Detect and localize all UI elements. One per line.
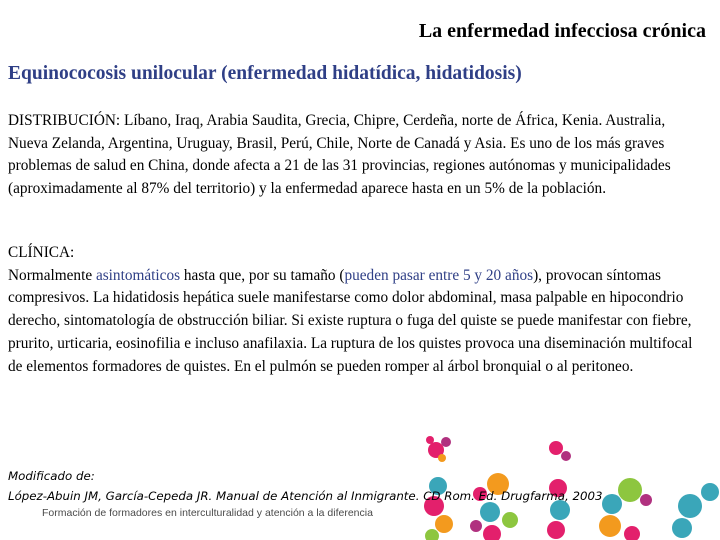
footer-tagline: Formación de formadores en interculturalidad y atención a la diferencia <box>42 507 373 519</box>
logo-letter-c <box>599 478 652 540</box>
logo-dot-1 <box>426 436 451 462</box>
header-title: La enfermedad infecciosa crónica <box>418 20 706 42</box>
clinica-label: CLÍNICA: <box>8 244 75 261</box>
clinica-paragraph <box>8 242 706 378</box>
source-credit <box>8 466 603 506</box>
credit-reference: López-Abuin JM, García-Cepeda JR. Manual de Atención al Inmigrante. CD Rom. Ed. Drugfarma, 2003 <box>8 489 603 503</box>
clinica-text-3: ), provocan síntomas compresivos. La hidatidosis hepática suele manifestarse como dolor abdominal, masa palpable en hipocondrio derecho, sintomatología de obstrucción biliar. Si existe ruptura o fuga del quiste se puede manifestar con fiebre, prurito, urticaria, eosinofilia e incluso anafilaxia. La ruptura de los quistes provoca una diseminación multifocal de elementos formadores de quistes. En el pulmón se pueden romper al árbol bronquial o al peritoneo. <box>8 266 693 375</box>
distribucion-text: Líbano, Iraq, Arabia Saudita, Grecia, Chipre, Cerdeña, norte de África, Kenia. Australia, Nueva Zelanda, Argentina, Uruguay, Brasil, Perú, Chile, Norte de Canadá y Asia. Es uno de los más graves problemas de salud en China, donde afecta a 21 de las 31 provincias, regiones autónomas y municipalidades (aproximadamente al 87% del territorio) y la enfermedad aparece hasta en un 5% de la población. <box>8 112 671 198</box>
logo-dot-2 <box>549 441 571 461</box>
clinica-highlight-asintomaticos: asintomáticos <box>95 266 181 284</box>
distribucion-paragraph <box>8 110 706 201</box>
slide-title: Equinococosis unilocular (enfermedad hidatídica, hidatidosis) <box>8 63 522 84</box>
clinica-text-1: Normalmente <box>8 266 96 284</box>
clinica-text-2: hasta que, por su tamaño ( <box>180 266 345 284</box>
logo-letter-partial <box>672 483 719 538</box>
clinica-highlight-years: pueden pasar entre 5 y 20 años <box>344 266 534 284</box>
credit-label: Modificado de: <box>8 469 95 483</box>
distribucion-label: DISTRIBUCIÓN: <box>8 112 121 129</box>
